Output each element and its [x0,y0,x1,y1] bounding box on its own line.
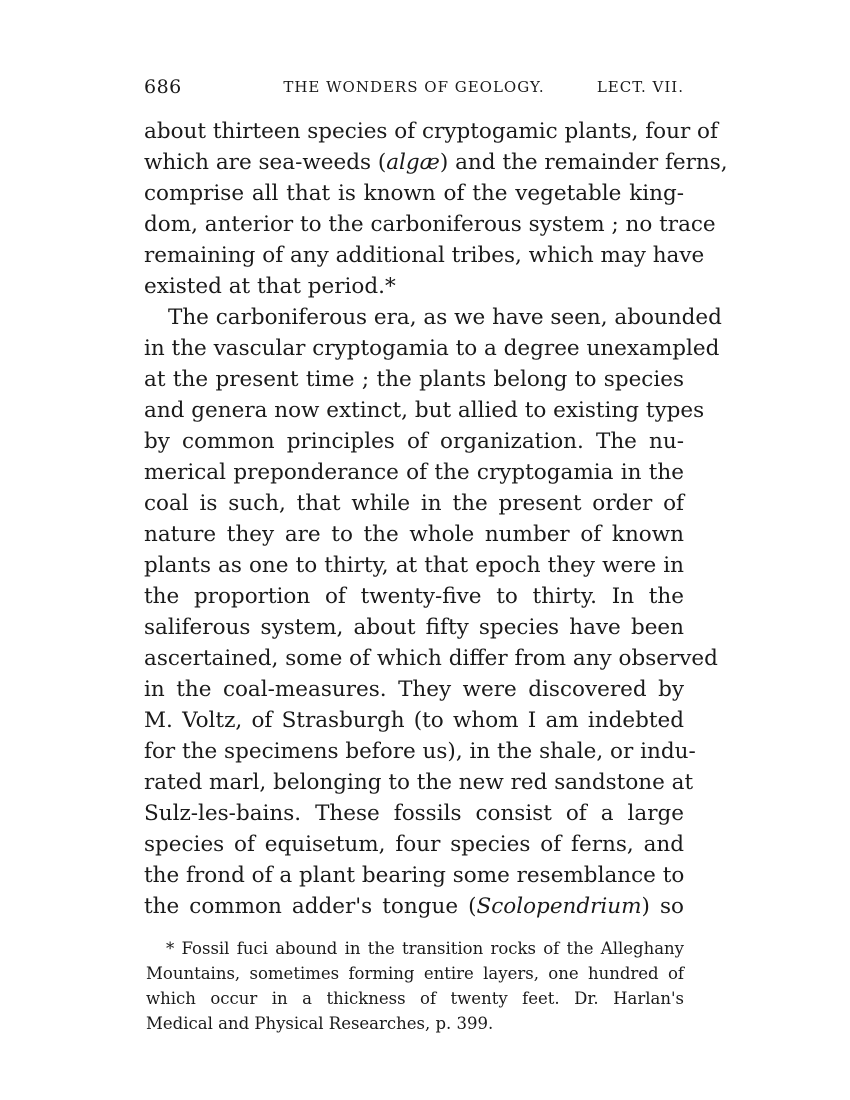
text-line: rated marl, belonging to the new red sandstone at [144,770,694,795]
paragraph-start-line: The carboniferous era, as we have seen, abounded [168,305,722,330]
text-line: about thirteen species of cryptogamic plants, four of [144,119,718,144]
text-line: in the coal-measures. They were discovered by [144,677,684,702]
text-line: the frond of a plant bearing some resemblance to [144,863,685,888]
text-line: ascertained, some of which differ from any observed [144,646,718,671]
text-line: comprise all that is known of the vegetable king- [144,181,684,206]
text-line: at the present time ; the plants belong to species [144,367,684,392]
text-line: for the specimens before us), in the shale, or indu- [144,739,696,764]
text-line: remaining of any additional tribes, which may have [144,243,705,268]
main-text [144,116,728,922]
page-header [144,76,684,100]
text-line: nature they are to the whole number of known [144,522,684,547]
text-line: the proportion of twenty-five to thirty. In the [144,584,684,609]
text-line: in the vascular cryptogamia to a degree unexampled [144,336,720,361]
text-line: plants as one to thirty, at that epoch they were in [144,553,684,578]
running-title: THE WONDERS OF GEOLOGY. [283,78,545,96]
text-line: the common adder's tongue (Scolopendrium) so [144,894,684,919]
page-number: 686 [144,76,182,98]
text-line: and genera now extinct, but allied to existing types [144,398,705,423]
text-line: M. Voltz, of Strasburgh (to whom I am indebted [144,708,684,733]
footnote-line: Medical and Physical Researches, p. 399. [146,1014,494,1033]
italic-term: algæ [386,150,440,175]
text-line: species of equisetum, four species of ferns, and [144,832,684,857]
footnote [146,936,684,1036]
text-line: existed at that period.* [144,274,396,299]
text-line: merical preponderance of the cryptogamia in the [144,460,684,485]
text-line: dom, anterior to the carboniferous system ; no trace [144,212,716,237]
lecture-label: LECT. VII. [596,78,684,96]
footnote-line: which occur in a thickness of twenty feet. Dr. Harlan's [146,989,684,1008]
text-line: which are sea-weeds (algæ) and the remainder ferns, [144,150,728,175]
text-line: by common principles of organization. The nu- [144,429,684,454]
text-line: Sulz-les-bains. These fossils consist of a large [144,801,684,826]
text-line: saliferous system, about fifty species have been [144,615,684,640]
italic-term: Scolopendrium [476,894,642,919]
footnote-line: Mountains, sometimes forming entire layers, one hundred of [146,964,684,983]
text-line: coal is such, that while in the present order of [144,491,684,516]
footnote-line: * Fossil fuci abound in the transition rocks of the Alleghany [166,939,684,958]
